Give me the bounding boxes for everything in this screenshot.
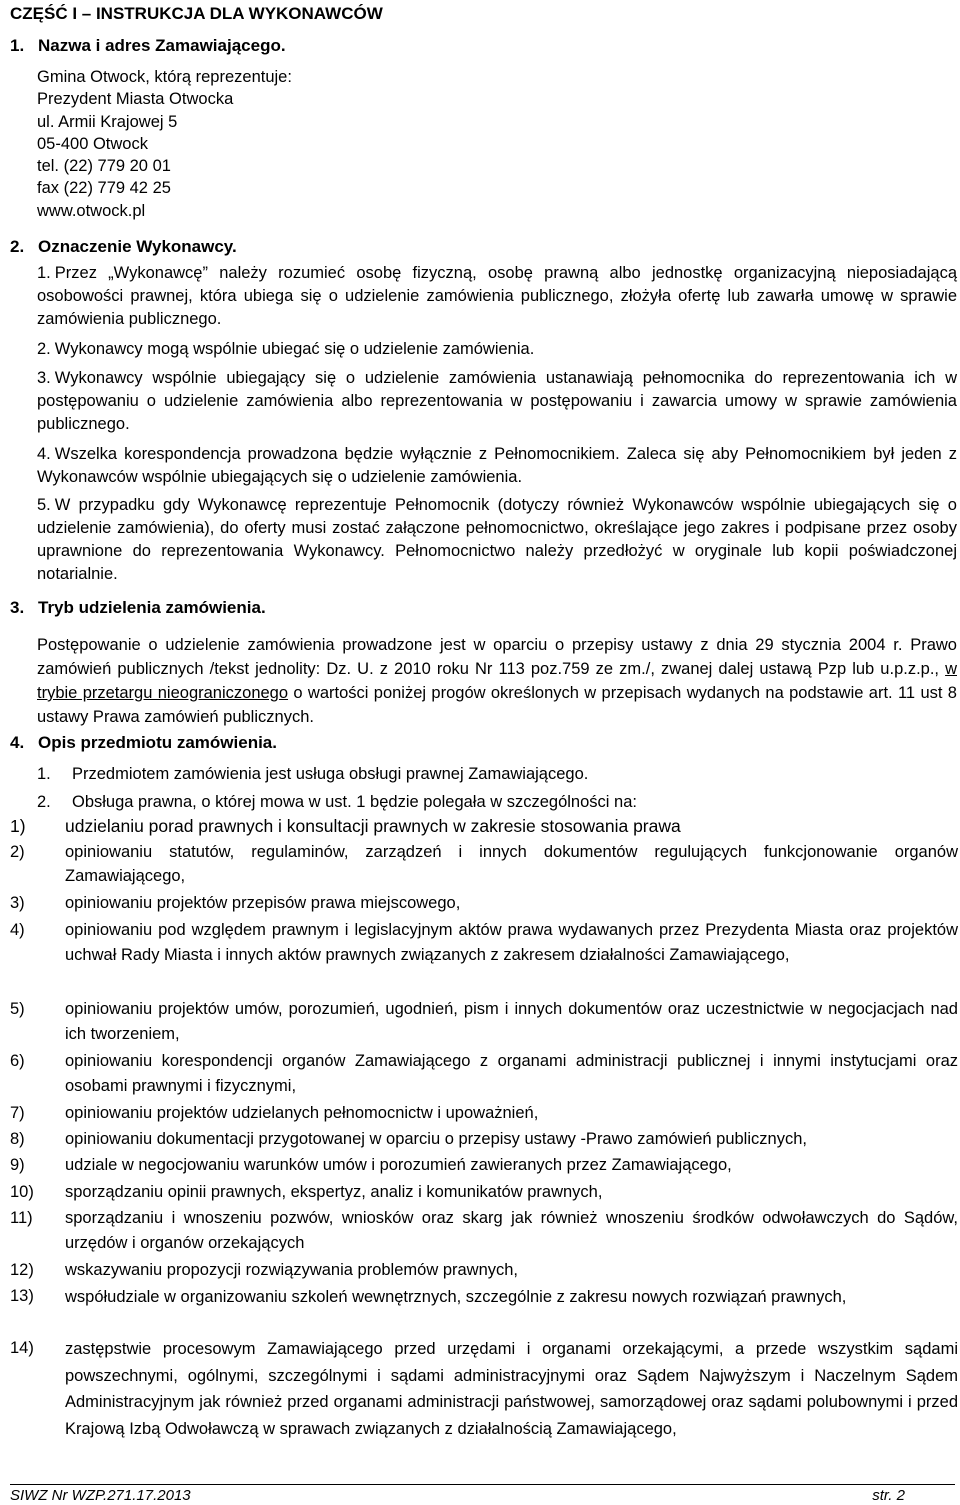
footer-page-number: str. 2: [872, 1487, 905, 1504]
list-item: 6) opiniowaniu korespondencji organów Zamawiającego z organami administracji publicznej i innymi instytucjami oraz osobami prawnymi i fizycznymi,: [10, 1052, 958, 1095]
list-item: 4) opiniowaniu pod względem prawnym i legislacyjnym aktów prawa wydawanych przez Prezydenta Miasta oraz projektów uchwał Rady Miasta i innych aktów prawnych związanych z zakresem działalności Zamawiającego,: [10, 921, 958, 964]
list-item: 11) sporządzaniu i wnoszeniu pozwów, wniosków oraz skarg jak również wnoszeniu środków odwoławczych do Sądów, urzędów i organów orzekających: [10, 1209, 958, 1252]
section-title: Opis przedmiotu zamówienia.: [38, 733, 277, 752]
list-item: 8) opiniowaniu dokumentacji przygotowanej w oparciu o przepisy ustawy -Prawo zamówień publicznych,: [10, 1130, 807, 1148]
section-4-point-2: 2. Obsługa prawna, o której mowa w ust. 1 będzie polegała w szczególności na:: [37, 793, 637, 811]
section-2-para-2: 2. Wykonawcy mogą wspólnie ubiegać się o udzielenie zamówienia.: [37, 340, 535, 358]
list-item: 14) zastępstwie procesowym Zamawiającego przed urzędami i organami orzekającymi, a przede wszystkim sądami powszechnymi, ogólnymi, szczególnymi i sądami administracyjnymi oraz Sądem Najwyższym i Naczelnym Sądem Administracyjnym jak również przed organami administracji państwowej, samorządowej oraz sądami polubownymi i przed Krajową Izbą Odwoławczą w sprawach związanych z działalnością Zamawiającego,: [10, 1339, 958, 1438]
list-item: 3) opiniowaniu projektów przepisów prawa miejscowego,: [10, 894, 461, 912]
list-item: 5) opiniowaniu projektów umów, porozumień, ugodnień, pism i innych dokumentów oraz uczestnictwie w negocjacjach nad ich tworzeniem,: [10, 1000, 958, 1043]
list-item: 2) opiniowaniu statutów, regulaminów, zarządzeń i innych dokumentów regulujących funkcjonowanie organów Zamawiającego,: [10, 843, 958, 885]
list-item: 13) współudziale w organizowaniu szkoleń wewnętrznych, szczególnie z zakresu nowych rozwiązań prawnych,: [10, 1287, 847, 1306]
list-item: 7) opiniowaniu projektów udzielanych pełnomocnictw i upoważnień,: [10, 1104, 539, 1122]
section-2-para-3: 3. Wykonawcy wspólnie ubiegający się o udzielenie zamówienia ustanawiają pełnomocnika do reprezentowania ich w postępowaniu o udzielenie zamówienia albo reprezentowania w postępowaniu i zawarcia umowy w sprawie zamówienia publicznego.: [37, 369, 957, 434]
address-line: fax (22) 779 42 25: [37, 179, 171, 198]
section-1-heading: [10, 35, 286, 57]
section-2-para-5: 5. W przypadku gdy Wykonawcę reprezentuje Pełnomocnik (dotyczy również Wykonawców wspólnie ubiegających się o udzielenie zamówienia), do oferty musi zostać załączone pełnomocnictwo, określające jego zakres i podpisane przez osoby uprawnione do reprezentowania Wykonawcy. Pełnomocnictwo należy przedłożyć w oryginale lub kopii poświadczonej notarialnie.: [37, 496, 957, 584]
section-title: Oznaczenie Wykonawcy.: [38, 237, 237, 256]
address-block: [37, 66, 292, 222]
section-4-heading: [10, 732, 277, 754]
list-item: 10) sporządzaniu opinii prawnych, ekspertyz, analiz i komunikatów prawnych,: [10, 1183, 603, 1201]
address-line: 05-400 Otwock: [37, 134, 148, 153]
section-number: 1.: [10, 36, 25, 55]
website-link[interactable]: www.otwock.pl: [37, 201, 146, 220]
address-line: Gmina Otwock, którą reprezentuje:: [37, 68, 292, 86]
section-title: Tryb udzielenia zamówienia.: [38, 598, 266, 617]
address-line: ul. Armii Krajowej 5: [37, 112, 178, 131]
section-2-para-1: 1. Przez „Wykonawcę” należy rozumieć osobę fizyczną, osobę prawną albo jednostkę organizacyjną nieposiadającą osobowości prawnej, która ubiega się o udzielenie zamówienia publicznego, złożyła ofertę lub zawarła umowę w sprawie zamówienia publicznego.: [37, 264, 957, 329]
list-item: 1) udzielaniu porad prawnych i konsultacji prawnych w zakresie stosowania prawa: [10, 816, 681, 836]
part-title: CZĘŚĆ I – INSTRUKCJA DLA WYKONAWCÓW: [10, 4, 383, 23]
footer-document-id: SIWZ Nr WZP.271.17.2013: [10, 1487, 191, 1504]
address-line: Prezydent Miasta Otwocka: [37, 90, 234, 109]
list-item: 9) udziale w negocjowaniu warunków umów i porozumień zawieranych przez Zamawiającego,: [10, 1156, 732, 1174]
section-title: Nazwa i adres Zamawiającego.: [38, 36, 286, 55]
section-4-point-1: 1. Przedmiotem zamówienia jest usługa obsługi prawnej Zamawiającego.: [37, 765, 589, 783]
section-3-heading: [10, 597, 266, 619]
section-2-heading: [10, 236, 237, 258]
footer-divider: [10, 1484, 955, 1485]
procedure-mode-underlined: w trybie przetargu nieograniczonego: [37, 660, 957, 702]
section-number: 4.: [10, 733, 25, 752]
section-3-para: Postępowanie o udzielenie zamówienia prowadzone jest w oparciu o przepisy ustawy z dnia 29 stycznia 2004 r. Prawo zamówień publicznych /tekst jednolity: Dz. U. z 2010 roku Nr 113 poz.759 ze zm./, zwanej dalej ustawą Pzp lub u.p.z.p., w trybie przetargu nieograniczonego o wartości poniżej progów określonych w przepisach wydanych na podstawie art. 11 ust 8 ustawy Prawa zamówień publicznych.: [37, 636, 957, 726]
section-number: 2.: [10, 237, 25, 256]
section-2-para-4: 4. Wszelka korespondencja prowadzona będzie wyłącznie z Pełnomocnikiem. Zaleca się aby Pełnomocnikiem był jeden z Wykonawców wspólnie ubiegających się o udzielenie zamówienia.: [37, 445, 957, 487]
section-number: 3.: [10, 598, 25, 617]
address-line: tel. (22) 779 20 01: [37, 157, 171, 176]
list-item: 12) wskazywaniu propozycji rozwiązywania problemów prawnych,: [10, 1261, 519, 1279]
